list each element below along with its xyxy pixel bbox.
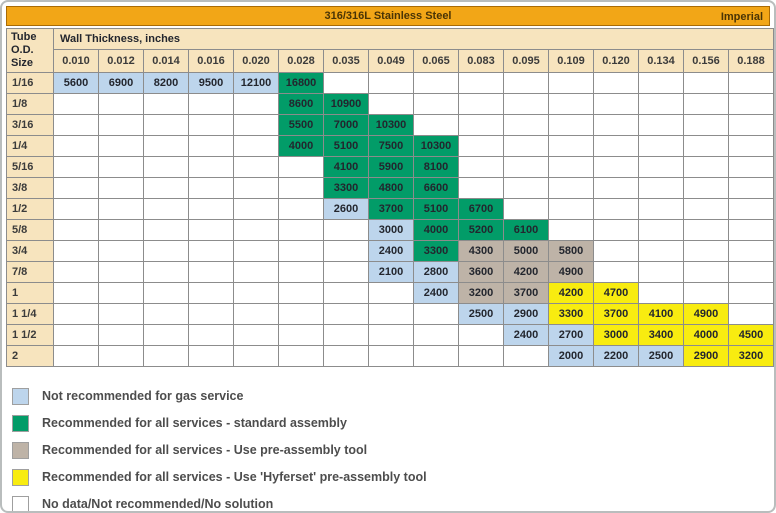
table-cell <box>99 93 144 114</box>
table-cell <box>684 282 729 303</box>
table-cell <box>99 282 144 303</box>
corner-label-line: Tube <box>11 31 37 43</box>
table-cell <box>144 135 189 156</box>
table-cell <box>684 219 729 240</box>
table-cell <box>684 72 729 93</box>
table-cell <box>549 177 594 198</box>
table-row <box>7 135 774 156</box>
table-cell <box>684 135 729 156</box>
table-cell <box>729 240 774 261</box>
table-cell <box>279 261 324 282</box>
col-header-0.156: 0.156 <box>684 49 729 72</box>
table-cell <box>639 261 684 282</box>
table-cell <box>144 177 189 198</box>
table-cell: 3300 <box>324 177 369 198</box>
table-cell <box>684 261 729 282</box>
table-cell <box>684 93 729 114</box>
table-cell <box>54 198 99 219</box>
table-cell <box>144 324 189 345</box>
legend <box>12 383 770 513</box>
table-cell <box>459 324 504 345</box>
table-cell <box>369 303 414 324</box>
table-cell <box>549 198 594 219</box>
table-cell <box>144 198 189 219</box>
table-cell <box>54 93 99 114</box>
table-cell <box>504 135 549 156</box>
table-cell <box>99 156 144 177</box>
table-cell: 4500 <box>729 324 774 345</box>
table-cell: 5500 <box>279 114 324 135</box>
table-cell: 3200 <box>729 345 774 366</box>
table-cell <box>549 114 594 135</box>
row-label: 3/16 <box>7 114 54 135</box>
row-label: 1 1/4 <box>7 303 54 324</box>
corner-label-line: Size <box>11 56 34 69</box>
table-cell <box>324 261 369 282</box>
table-cell: 3700 <box>594 303 639 324</box>
legend-swatch-none <box>12 496 29 513</box>
table-cell <box>189 240 234 261</box>
table-cell <box>414 93 459 114</box>
table-cell: 2400 <box>414 282 459 303</box>
table-cell <box>189 303 234 324</box>
table-cell <box>369 93 414 114</box>
table-row <box>7 198 774 219</box>
corner-label-line: O.D. <box>11 43 34 56</box>
table-cell <box>594 240 639 261</box>
col-header-0.049: 0.049 <box>369 49 414 72</box>
corner-header-tube-od-size <box>7 29 54 73</box>
table-cell: 4200 <box>549 282 594 303</box>
table-cell <box>99 324 144 345</box>
table-cell <box>324 324 369 345</box>
table-cell: 4800 <box>369 177 414 198</box>
table-cell <box>369 72 414 93</box>
table-cell: 2500 <box>459 303 504 324</box>
table-cell <box>684 177 729 198</box>
row-label: 5/8 <box>7 219 54 240</box>
row-label: 1/16 <box>7 72 54 93</box>
row-label: 1/4 <box>7 135 54 156</box>
row-label: 1 1/2 <box>7 324 54 345</box>
table-cell <box>144 114 189 135</box>
table-cell: 2000 <box>549 345 594 366</box>
table-cell: 3200 <box>459 282 504 303</box>
table-cell: 2700 <box>549 324 594 345</box>
row-label: 1/8 <box>7 93 54 114</box>
table-cell <box>459 156 504 177</box>
table-cell <box>549 156 594 177</box>
table-cell: 4900 <box>684 303 729 324</box>
table-cell <box>594 156 639 177</box>
table-cell <box>234 261 279 282</box>
col-header-0.134: 0.134 <box>639 49 684 72</box>
table-cell <box>324 345 369 366</box>
table-cell <box>54 282 99 303</box>
table-cell <box>324 303 369 324</box>
table-cell <box>504 72 549 93</box>
table-cell <box>234 114 279 135</box>
table-cell: 2200 <box>594 345 639 366</box>
table-cell <box>189 219 234 240</box>
table-cell <box>144 303 189 324</box>
table-row <box>7 282 774 303</box>
table-row <box>7 72 774 93</box>
legend-label: Not recommended for gas service <box>42 389 244 404</box>
table-cell <box>639 135 684 156</box>
table-cell: 3600 <box>459 261 504 282</box>
table-cell: 5000 <box>504 240 549 261</box>
table-cell <box>279 156 324 177</box>
table-cell: 4100 <box>324 156 369 177</box>
col-header-0.065: 0.065 <box>414 49 459 72</box>
table-cell <box>99 219 144 240</box>
table-cell <box>54 177 99 198</box>
table-cell <box>324 240 369 261</box>
page-title: 316/316L Stainless Steel <box>324 10 452 22</box>
table-cell <box>414 72 459 93</box>
pressure-rating-table <box>6 28 774 367</box>
table-cell <box>414 114 459 135</box>
table-cell: 3700 <box>504 282 549 303</box>
table-cell <box>54 135 99 156</box>
table-cell <box>549 72 594 93</box>
table-row <box>7 240 774 261</box>
table-cell: 6900 <box>99 72 144 93</box>
table-cell <box>414 324 459 345</box>
table-cell <box>324 282 369 303</box>
table-cell <box>189 114 234 135</box>
table-cell <box>99 303 144 324</box>
table-cell <box>639 219 684 240</box>
table-cell <box>54 345 99 366</box>
table-row <box>7 114 774 135</box>
row-label: 1/2 <box>7 198 54 219</box>
table-cell: 3000 <box>594 324 639 345</box>
table-cell <box>189 135 234 156</box>
table-cell: 10900 <box>324 93 369 114</box>
row-label: 5/16 <box>7 156 54 177</box>
table-cell <box>99 135 144 156</box>
table-row <box>7 261 774 282</box>
legend-item <box>12 464 770 491</box>
table-title-bar <box>6 6 770 26</box>
table-cell: 3400 <box>639 324 684 345</box>
table-cell <box>639 93 684 114</box>
table-cell <box>234 303 279 324</box>
table-cell <box>99 114 144 135</box>
table-cell: 2100 <box>369 261 414 282</box>
table-cell <box>549 219 594 240</box>
table-cell <box>99 198 144 219</box>
table-cell <box>729 156 774 177</box>
table-cell: 2600 <box>324 198 369 219</box>
table-cell <box>504 345 549 366</box>
table-cell: 5100 <box>414 198 459 219</box>
table-cell <box>504 93 549 114</box>
table-cell <box>594 177 639 198</box>
column-header-row <box>7 49 774 72</box>
table-cell <box>279 219 324 240</box>
table-cell <box>279 303 324 324</box>
table-cell <box>729 261 774 282</box>
table-cell <box>504 114 549 135</box>
table-cell <box>594 135 639 156</box>
table-cell: 5800 <box>549 240 594 261</box>
table-cell <box>729 282 774 303</box>
table-cell <box>54 219 99 240</box>
table-cell <box>144 240 189 261</box>
table-cell <box>639 72 684 93</box>
table-cell <box>549 135 594 156</box>
table-cell <box>459 135 504 156</box>
table-cell <box>729 135 774 156</box>
table-cell <box>729 114 774 135</box>
table-cell <box>234 324 279 345</box>
col-header-0.010: 0.010 <box>54 49 99 72</box>
table-cell <box>684 240 729 261</box>
col-header-0.095: 0.095 <box>504 49 549 72</box>
table-cell <box>279 345 324 366</box>
table-cell <box>369 324 414 345</box>
col-header-0.028: 0.028 <box>279 49 324 72</box>
table-cell <box>504 177 549 198</box>
table-cell: 4900 <box>549 261 594 282</box>
table-cell <box>189 261 234 282</box>
legend-swatch-yellow <box>12 469 29 486</box>
table-cell: 5600 <box>54 72 99 93</box>
table-cell <box>54 303 99 324</box>
table-cell <box>189 93 234 114</box>
table-cell <box>99 177 144 198</box>
table-cell <box>729 177 774 198</box>
legend-label: Recommended for all services - Use 'Hyferset' pre-assembly tool <box>42 470 427 485</box>
table-cell: 3300 <box>414 240 459 261</box>
table-cell <box>594 261 639 282</box>
col-header-0.035: 0.035 <box>324 49 369 72</box>
table-cell: 16800 <box>279 72 324 93</box>
table-cell <box>234 177 279 198</box>
table-cell <box>279 198 324 219</box>
table-cell <box>504 198 549 219</box>
table-cell: 3700 <box>369 198 414 219</box>
table-cell: 7000 <box>324 114 369 135</box>
legend-swatch-blue <box>12 388 29 405</box>
row-label: 2 <box>7 345 54 366</box>
table-cell <box>189 345 234 366</box>
table-cell: 2900 <box>504 303 549 324</box>
table-cell <box>189 282 234 303</box>
table-cell <box>279 240 324 261</box>
table-cell: 4000 <box>684 324 729 345</box>
table-cell: 9500 <box>189 72 234 93</box>
table-cell: 4100 <box>639 303 684 324</box>
table-cell <box>549 93 594 114</box>
row-label: 3/4 <box>7 240 54 261</box>
table-cell: 2400 <box>369 240 414 261</box>
col-header-0.012: 0.012 <box>99 49 144 72</box>
table-cell <box>639 240 684 261</box>
table-cell <box>414 345 459 366</box>
table-cell: 6100 <box>504 219 549 240</box>
legend-swatch-green <box>12 415 29 432</box>
col-header-0.083: 0.083 <box>459 49 504 72</box>
table-cell <box>279 324 324 345</box>
table-cell: 7500 <box>369 135 414 156</box>
table-cell <box>189 156 234 177</box>
legend-label: Recommended for all services - Use pre-assembly tool <box>42 443 368 458</box>
table-cell <box>594 72 639 93</box>
table-cell <box>414 303 459 324</box>
table-cell: 4300 <box>459 240 504 261</box>
table-cell: 4700 <box>594 282 639 303</box>
group-header-row <box>7 29 774 50</box>
wall-thickness-group-header: Wall Thickness, inches <box>54 29 774 50</box>
table-cell: 5100 <box>324 135 369 156</box>
table-cell <box>459 345 504 366</box>
table-cell <box>369 345 414 366</box>
table-cell <box>279 177 324 198</box>
table-cell <box>639 156 684 177</box>
table-cell: 8200 <box>144 72 189 93</box>
table-cell <box>234 240 279 261</box>
row-label: 1 <box>7 282 54 303</box>
row-label: 7/8 <box>7 261 54 282</box>
table-cell <box>54 240 99 261</box>
table-cell <box>459 72 504 93</box>
table-cell: 8600 <box>279 93 324 114</box>
table-cell <box>99 345 144 366</box>
table-cell <box>234 135 279 156</box>
table-cell <box>639 177 684 198</box>
table-cell <box>189 177 234 198</box>
table-cell: 2500 <box>639 345 684 366</box>
col-header-0.109: 0.109 <box>549 49 594 72</box>
table-cell <box>234 219 279 240</box>
table-cell <box>234 345 279 366</box>
table-row <box>7 219 774 240</box>
table-cell <box>234 282 279 303</box>
legend-item <box>12 491 770 513</box>
table-cell <box>144 93 189 114</box>
legend-item <box>12 410 770 437</box>
col-header-0.020: 0.020 <box>234 49 279 72</box>
table-cell <box>279 282 324 303</box>
table-cell <box>234 198 279 219</box>
table-row <box>7 177 774 198</box>
table-cell <box>99 261 144 282</box>
table-cell: 5900 <box>369 156 414 177</box>
table-cell <box>369 282 414 303</box>
table-cell: 8100 <box>414 156 459 177</box>
table-cell <box>639 198 684 219</box>
table-cell <box>729 303 774 324</box>
table-cell <box>729 72 774 93</box>
table-cell: 4200 <box>504 261 549 282</box>
table-cell: 4000 <box>279 135 324 156</box>
table-cell: 4000 <box>414 219 459 240</box>
col-header-0.188: 0.188 <box>729 49 774 72</box>
table-cell <box>54 114 99 135</box>
legend-label: No data/Not recommended/No solution <box>42 497 274 512</box>
table-cell: 2800 <box>414 261 459 282</box>
table-cell <box>144 261 189 282</box>
col-header-0.014: 0.014 <box>144 49 189 72</box>
table-cell: 3300 <box>549 303 594 324</box>
table-cell <box>54 156 99 177</box>
table-cell <box>459 177 504 198</box>
table-row <box>7 303 774 324</box>
table-cell <box>234 156 279 177</box>
legend-swatch-tan <box>12 442 29 459</box>
table-cell <box>594 219 639 240</box>
legend-label: Recommended for all services - standard assembly <box>42 416 347 431</box>
table-cell <box>639 282 684 303</box>
table-cell <box>684 114 729 135</box>
legend-item <box>12 437 770 464</box>
table-row <box>7 324 774 345</box>
table-cell <box>459 93 504 114</box>
table-row <box>7 345 774 366</box>
table-cell <box>729 219 774 240</box>
table-cell <box>99 240 144 261</box>
table-cell <box>594 93 639 114</box>
table-cell <box>639 114 684 135</box>
table-cell <box>54 261 99 282</box>
units-label: Imperial <box>720 11 763 23</box>
table-row <box>7 156 774 177</box>
table-cell <box>54 324 99 345</box>
table-cell: 6700 <box>459 198 504 219</box>
table-cell: 3000 <box>369 219 414 240</box>
table-row <box>7 93 774 114</box>
table-cell <box>144 156 189 177</box>
table-cell <box>729 198 774 219</box>
col-header-0.120: 0.120 <box>594 49 639 72</box>
col-header-0.016: 0.016 <box>189 49 234 72</box>
table-cell: 2900 <box>684 345 729 366</box>
table-cell: 2400 <box>504 324 549 345</box>
table-cell: 12100 <box>234 72 279 93</box>
table-cell <box>189 198 234 219</box>
table-cell <box>324 72 369 93</box>
table-cell: 10300 <box>369 114 414 135</box>
table-cell <box>144 282 189 303</box>
table-cell <box>684 156 729 177</box>
row-label: 3/8 <box>7 177 54 198</box>
table-cell <box>729 93 774 114</box>
legend-item <box>12 383 770 410</box>
table-cell <box>594 198 639 219</box>
table-cell <box>504 156 549 177</box>
table-cell <box>189 324 234 345</box>
table-cell <box>144 219 189 240</box>
table-cell <box>324 219 369 240</box>
table-cell <box>684 198 729 219</box>
table-cell: 5200 <box>459 219 504 240</box>
table-cell <box>459 114 504 135</box>
table-cell: 6600 <box>414 177 459 198</box>
table-cell <box>234 93 279 114</box>
table-cell <box>144 345 189 366</box>
table-cell <box>594 114 639 135</box>
table-cell: 10300 <box>414 135 459 156</box>
